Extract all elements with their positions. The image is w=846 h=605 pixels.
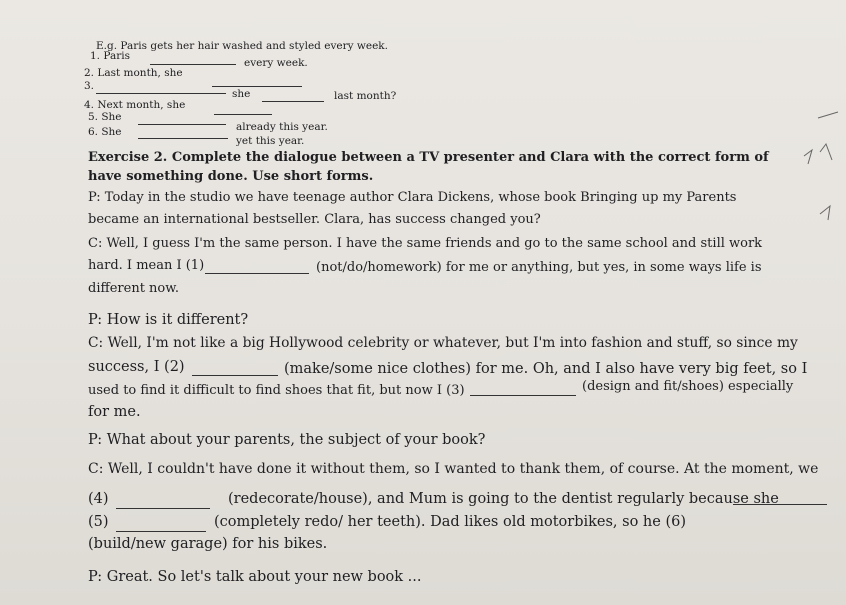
dialogue-line-5: (5) [88,514,109,530]
dialogue-line-1-tail: (not/do/homework) for me or anything, but yes, in some ways life is [316,260,762,275]
item-3-blank-b[interactable] [262,101,324,102]
dialogue-line: for me. [88,404,141,420]
dialogue-line: different now. [88,281,179,296]
dialogue-line-4: (4) [88,491,109,507]
example-sentence: E.g. Paris gets her hair washed and styled every week. [96,40,388,52]
dialogue-line: P: What about your parents, the subject of your book? [88,432,486,448]
dialogue-line: P: How is it different? [88,312,249,328]
item-1-tail: every week. [244,57,308,69]
dialogue-line-4-tail: (redecorate/house), and Mum is going to the dentist regularly because she [228,491,779,507]
item-1-label: 1. Paris [90,50,130,62]
dialogue-line: C: Well, I guess I'm the same person. I have the same friends and go to the same school and still work [88,236,763,251]
item-6-tail: yet this year. [236,135,305,147]
item-2-label: 2. Last month, she [84,67,183,79]
item-3-blank-a[interactable] [96,93,226,94]
item-4-blank[interactable] [214,114,272,115]
item-6-label: 6. She [88,126,122,138]
dialogue-line-3-tail: (design and fit/shoes) especially [582,379,794,394]
item-5-blank[interactable] [138,124,226,125]
item-1-blank[interactable] [150,64,236,65]
item-5-label: 5. She [88,111,122,123]
dialogue-line: P: Great. So let's talk about your new book ... [88,569,422,585]
answer-blank-2[interactable] [192,375,278,376]
dialogue-line-3: used to find it difficult to find shoes that fit, but now I (3) [88,383,465,398]
item-2-blank[interactable] [212,86,302,87]
item-3-she: she [232,88,251,100]
dialogue-line: became an international bestseller. Clara, has success changed you? [88,212,541,227]
item-5-tail: already this year. [236,121,328,133]
dialogue-line: P: Today in the studio we have teenage author Clara Dickens, whose book Bringing up my Parents [88,190,737,205]
answer-blank-4[interactable] [116,508,210,509]
dialogue-line: (build/new garage) for his bikes. [88,536,328,552]
dialogue-line-2: success, I (2) [88,359,185,375]
exercise-heading-cont: have something done. Use short forms. [88,169,374,184]
answer-blank-6[interactable] [733,504,827,505]
item-6-blank[interactable] [138,138,228,139]
dialogue-line-5-tail: (completely redo/ her teeth). Dad likes old motorbikes, so he (6) [214,514,686,530]
dialogue-line: C: Well, I'm not like a big Hollywood celebrity or whatever, but I'm into fashion and stuff, so since my [88,335,798,351]
item-3-tail: last month? [334,90,397,102]
dialogue-line-2-tail: (make/some nice clothes) for me. Oh, and I also have very big feet, so I [284,361,808,377]
item-4-label: 4. Next month, she [84,99,186,111]
answer-blank-3[interactable] [470,395,576,396]
dialogue-line-1: hard. I mean I (1) [88,258,205,273]
item-3-label: 3. [84,80,95,92]
answer-blank-5[interactable] [116,531,206,532]
dialogue-line: C: Well, I couldn't have done it without them, so I wanted to thank them, of course. At the moment, we [88,461,819,477]
answer-blank-1[interactable] [205,273,309,274]
pencil-marks-decoration [790,110,846,250]
exercise-heading: Exercise 2. Complete the dialogue between a TV presenter and Clara with the correct form of [88,150,769,165]
